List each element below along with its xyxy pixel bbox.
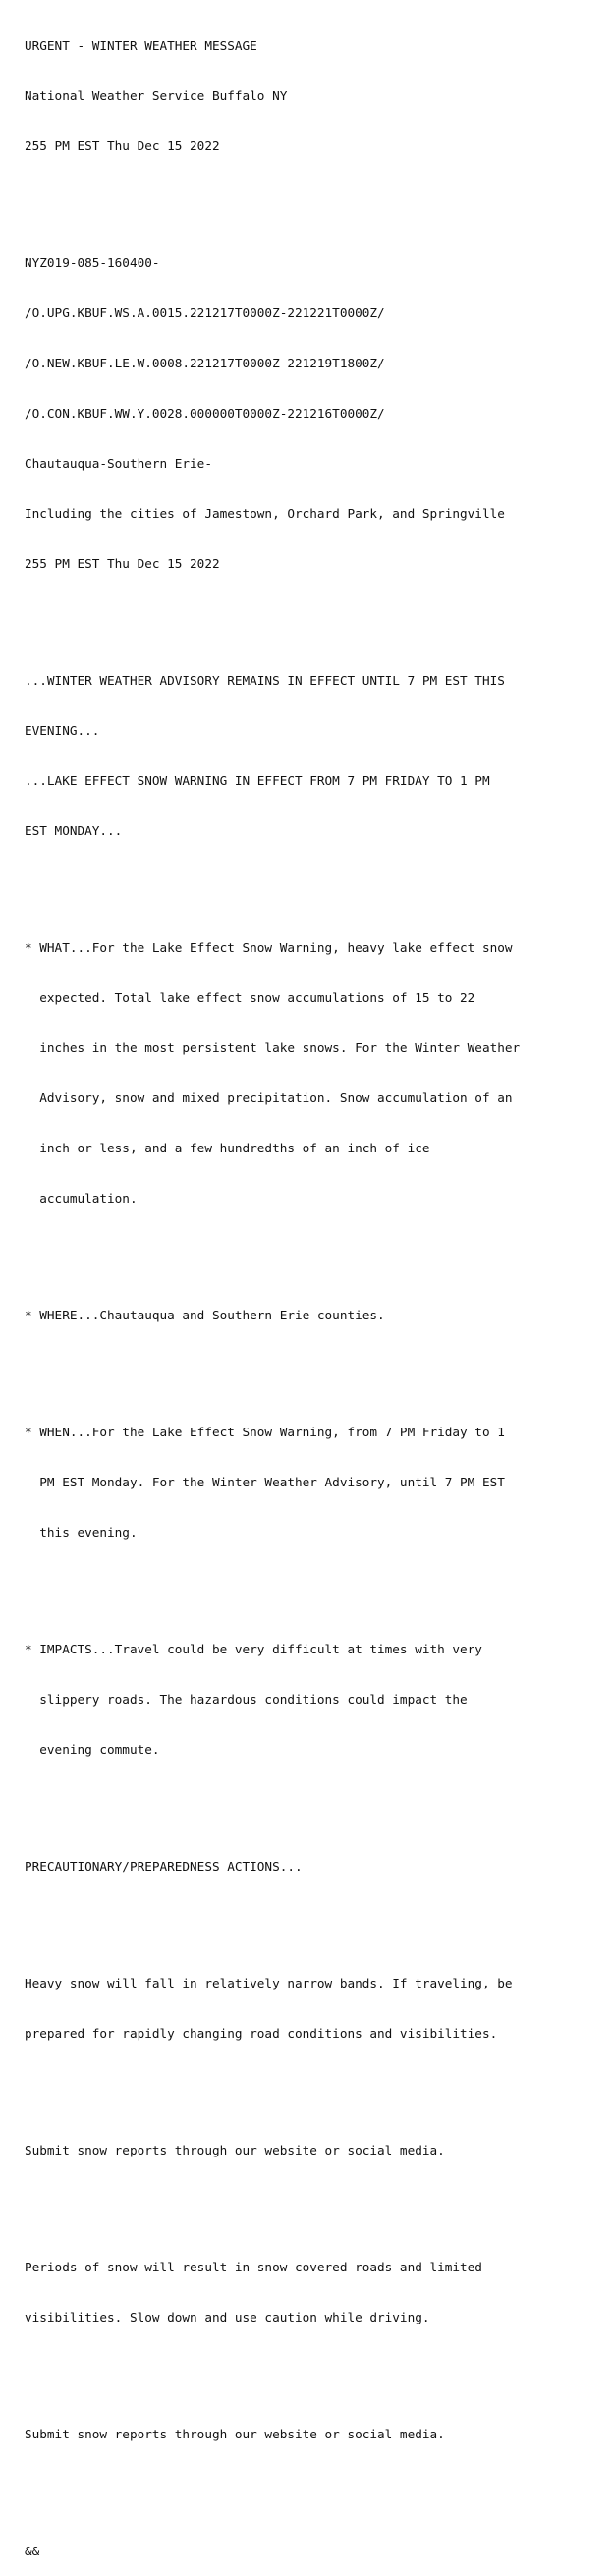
impacts-line: evening commute. <box>25 1742 160 1757</box>
where-line: * WHERE...Chautauqua and Southern Erie counties. <box>25 1308 385 1322</box>
spacer <box>25 2359 609 2376</box>
zone-names: Chautauqua-Southern Erie- <box>25 456 212 471</box>
issue-time: 255 PM EST Thu Dec 15 2022 <box>25 139 220 153</box>
vtec-line: /O.CON.KBUF.WW.Y.0028.000000T0000Z-221216T0000Z/ <box>25 406 385 420</box>
headline-line: ...WINTER WEATHER ADVISORY REMAINS IN EFFECT UNTIL 7 PM EST THIS <box>25 673 505 688</box>
office-name: National Weather Service Buffalo NY <box>25 88 288 103</box>
zone-issue-time: 255 PM EST Thu Dec 15 2022 <box>25 556 220 571</box>
impacts-line: * IMPACTS...Travel could be very difficult at times with very <box>25 1642 482 1656</box>
spacer <box>25 1357 609 1373</box>
what-line: inch or less, and a few hundredths of an inch of ice <box>25 1141 430 1155</box>
what-line: Advisory, snow and mixed precipitation. Snow accumulation of an <box>25 1091 513 1105</box>
when-line: * WHEN...For the Lake Effect Snow Warning, from 7 PM Friday to 1 <box>25 1425 505 1439</box>
vtec-line: /O.NEW.KBUF.LE.W.0008.221217T0000Z-221219T1800Z/ <box>25 356 385 370</box>
paragraph-line: Submit snow reports through our website or social media. <box>25 2427 445 2441</box>
weather-message <box>25 4 609 2576</box>
spacer <box>25 1574 609 1591</box>
spacer <box>25 2476 609 2492</box>
headline-line: ...LAKE EFFECT SNOW WARNING IN EFFECT FROM 7 PM FRIDAY TO 1 PM <box>25 773 490 788</box>
headline-line: EVENING... <box>25 723 100 738</box>
spacer <box>25 1791 609 1808</box>
headline-line: EST MONDAY... <box>25 823 123 838</box>
paragraph-line: Heavy snow will fall in relatively narrow bands. If traveling, be <box>25 1976 513 1990</box>
vtec-line: /O.UPG.KBUF.WS.A.0015.221217T0000Z-221221T0000Z/ <box>25 306 385 320</box>
ugc-code: NYZ019-085-160400- <box>25 255 160 270</box>
spacer <box>25 188 609 204</box>
paragraph-line: prepared for rapidly changing road conditions and visibilities. <box>25 2026 498 2041</box>
spacer <box>25 605 609 622</box>
spacer <box>25 1908 609 1925</box>
when-line: PM EST Monday. For the Winter Weather Advisory, until 7 PM EST <box>25 1475 505 1489</box>
message-title: URGENT - WINTER WEATHER MESSAGE <box>25 38 257 53</box>
what-line: inches in the most persistent lake snows. For the Winter Weather <box>25 1040 521 1055</box>
spacer <box>25 872 609 889</box>
paragraph-line: Periods of snow will result in snow covered roads and limited <box>25 2260 482 2274</box>
when-line: this evening. <box>25 1525 138 1540</box>
paragraph-line: Submit snow reports through our website or social media. <box>25 2143 445 2157</box>
what-line: * WHAT...For the Lake Effect Snow Warning, heavy lake effect snow <box>25 940 513 955</box>
cities-line: Including the cities of Jamestown, Orchard Park, and Springville <box>25 506 505 521</box>
impacts-line: slippery roads. The hazardous conditions could impact the <box>25 1692 468 1707</box>
spacer <box>25 2075 609 2092</box>
spacer <box>25 2192 609 2209</box>
what-line: accumulation. <box>25 1191 138 1205</box>
spacer <box>25 1240 609 1257</box>
precautionary-heading: PRECAUTIONARY/PREPAREDNESS ACTIONS... <box>25 1859 303 1874</box>
what-line: expected. Total lake effect snow accumulations of 15 to 22 <box>25 990 475 1005</box>
paragraph-line: visibilities. Slow down and use caution while driving. <box>25 2310 430 2324</box>
end-marker: && <box>25 2544 40 2558</box>
